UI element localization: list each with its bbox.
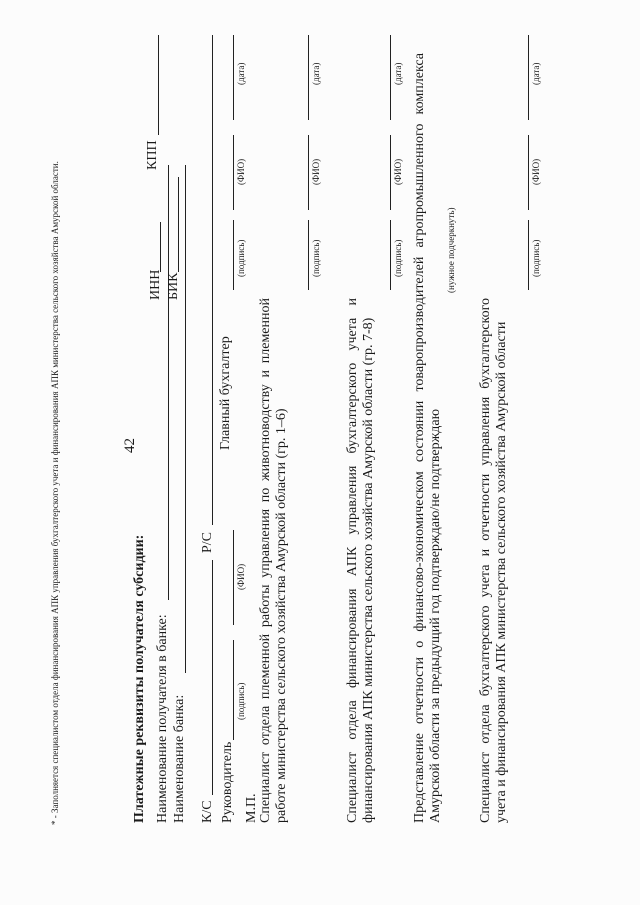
finance-fio-line [390,135,391,210]
recipient-label: Наименование получателя в банке: [155,614,170,823]
bank-name-line [185,165,186,673]
breeding-sign-caption: (подпись) [311,239,321,277]
breeding-date-line [308,35,309,120]
ks-label: К/С [200,800,215,823]
reporting-date-line [528,35,529,120]
mp-label: М.П. [244,793,259,823]
reporting-text: Представление отчетности о финансово-экономическом состоянии товаропроизводителей агропромышленного комплекса Амурской области за предыдущий год подтверждаю/не подтверждаю [412,53,443,823]
footnote-text: - Заполняется специалистом отдела финансирования АПК управления бухгалтерского учета и финансирования АПК министерства сельского хозяйства Амурской области. [50,161,60,819]
breeding-sign-line [308,220,309,290]
kpp-label: КПП [145,140,160,170]
bik-label: БИК [166,272,181,300]
breeding-fio-caption: (ФИО) [311,158,321,185]
chief-date-caption: (дата) [236,62,246,85]
reporting-fio-line [528,135,529,210]
rs-line [212,35,213,525]
bank-name-label: Наименование банка: [172,694,187,823]
breeding-specialist-text: Специалист отдела племенной работы управления по животноводству и племенной работе министерства сельского хозяйства Амурской области (гр. 1–6) [258,298,289,823]
finance-specialist-text: Специалист отдела финансирования АПК управления бухгалтерского учета и финансирования АПК министерства сельского хозяйства Амурской области (гр. 7-8) [345,298,376,823]
chief-sign-line [233,220,234,290]
ks-line [212,560,213,795]
inn-line [160,222,161,272]
head-fio-line [233,530,234,625]
head-sign-line [233,640,234,740]
chief-fio-line [233,135,234,210]
finance-sign-line [390,220,391,290]
chief-date-line [233,35,234,120]
page-number: 42 [122,438,138,453]
reporting-sign-caption: (подпись) [531,239,541,277]
head-label: Руководитель [220,741,235,823]
finance-sign-caption: (подпись) [393,239,403,277]
bik-line [178,177,179,272]
reporting-specialist-text: Специалист отдела бухгалтерского учета и отчетности управления бухгалтерского учета и финансирования АПК министерства сельского хозяйства Амурской области [478,298,509,823]
reporting-sign-line [528,220,529,290]
footnote-marker: * [50,820,60,825]
inn-label: ИНН [148,269,163,300]
head-fio-caption: (ФИО) [236,563,246,590]
kpp-line [158,35,159,135]
chief-fio-caption: (ФИО) [236,158,246,185]
head-sign-caption: (подпись) [236,682,246,720]
footnote [50,35,61,825]
breeding-fio-line [308,135,309,210]
chief-sign-caption: (подпись) [236,239,246,277]
breeding-date-caption: (дата) [311,62,321,85]
chief-accountant-label: Главный бухгалтер [218,336,233,450]
section-heading: Платежные реквизиты получателя субсидии: [132,534,147,823]
finance-fio-caption: (ФИО) [393,158,403,185]
reporting-fio-caption: (ФИО) [531,158,541,185]
recipient-line [168,165,169,600]
finance-date-line [390,35,391,120]
finance-date-caption: (дата) [393,62,403,85]
reporting-note: (нужное подчеркнуть) [446,207,456,293]
rs-label: Р/С [200,531,215,553]
reporting-date-caption: (дата) [531,62,541,85]
